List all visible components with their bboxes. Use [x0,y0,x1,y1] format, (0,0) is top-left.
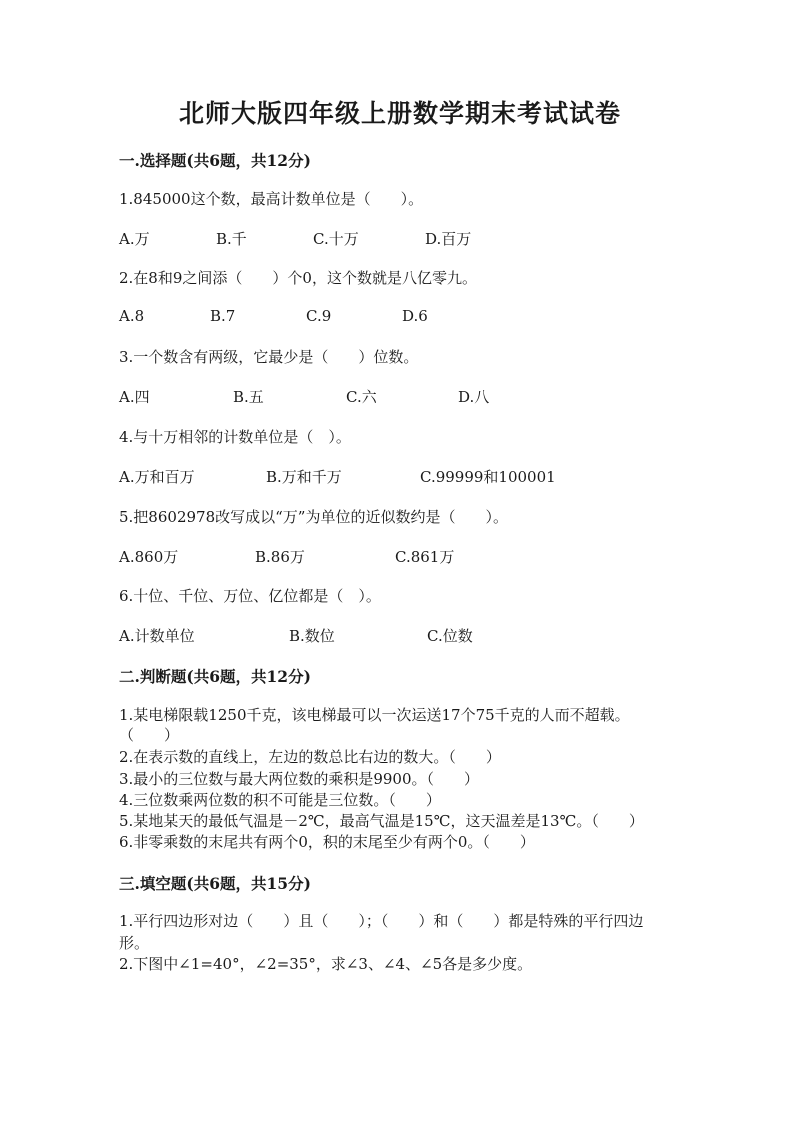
question-2: 2.在8和9之间添（ ）个0，这个数就是八亿零九。 [119,269,477,287]
option-1c: C.十万 [313,230,359,248]
judgement-6: 6.非零乘数的末尾共有两个0，积的末尾至少有两个0。（ ） [119,833,535,851]
fill-1-cont: 形。 [119,934,150,952]
option-6a: A.计数单位 [119,627,195,645]
option-3d: D.八 [458,388,490,406]
option-2c: C.9 [306,307,332,325]
section-heading-fill: 三.填空题(共6题，共15分) [119,874,311,893]
question-4: 4.与十万相邻的计数单位是（ ）。 [119,428,351,446]
question-1: 1.845000这个数，最高计数单位是（ ）。 [119,190,424,208]
option-4b: B.万和千万 [266,468,342,486]
option-5c: C.861万 [395,548,455,566]
question-6: 6.十位、千位、万位、亿位都是（ ）。 [119,587,381,605]
option-2b: B.7 [210,307,236,325]
option-1d: D.百万 [425,230,472,248]
option-1a: A.万 [119,230,150,248]
option-6b: B.数位 [289,627,335,645]
question-3: 3.一个数含有两级，它最少是（ ）位数。 [119,348,419,366]
option-2a: A.8 [119,307,145,325]
question-5: 5.把8602978改写成以“万”为单位的近似数约是（ ）。 [119,508,508,526]
section-heading-judgement: 二.判断题(共6题，共12分) [119,667,311,686]
option-6c: C.位数 [427,627,473,645]
option-1b: B.千 [216,230,247,248]
option-4a: A.万和百万 [119,468,195,486]
option-3c: C.六 [346,388,377,406]
fill-2: 2.下图中∠1=40°，∠2=35°，求∠3、∠4、∠5各是多少度。 [119,955,533,973]
judgement-5: 5.某地某天的最低气温是－2℃，最高气温是15℃，这天温差是13℃。（ ） [119,812,644,830]
judgement-2: 2.在表示数的直线上，左边的数总比右边的数大。（ ） [119,748,501,766]
judgement-1-blank: （ ） [119,726,180,744]
option-4c: C.99999和100001 [420,468,556,486]
option-5a: A.860万 [119,548,179,566]
option-3b: B.五 [233,388,264,406]
option-5b: B.86万 [255,548,305,566]
judgement-4: 4.三位数乘两位数的积不可能是三位数。（ ） [119,791,441,809]
fill-1: 1.平行四边形对边（ ）且（ ）；（ ）和（ ）都是特殊的平行四边 [119,912,644,930]
judgement-1: 1.某电梯限载1250千克，该电梯最可以一次运送17个75千克的人而不超载。 [119,706,630,724]
page-title: 北师大版四年级上册数学期末考试试卷 [178,99,621,128]
option-3a: A.四 [119,388,150,406]
judgement-3: 3.最小的三位数与最大两位数的乘积是9900。（ ） [119,770,479,788]
section-heading-choice: 一.选择题(共6题，共12分) [119,151,311,170]
option-2d: D.6 [402,307,428,325]
